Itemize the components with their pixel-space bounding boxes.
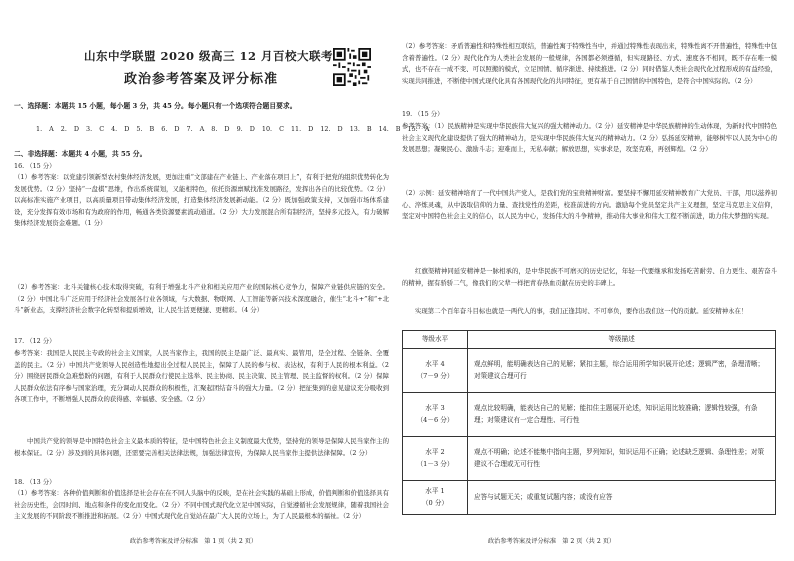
choice-answers: 1. A 2. D 3. C 4. D 5. B 6. D 7. A 8. D 9. D 10. C 11. D 12. D 13. B 14. B 15. A: [36, 125, 430, 133]
rubric-range: （4－6 分）: [416, 415, 454, 424]
q19-part3: 红旗渠精神同延安精神是一脉相承的，是中华民族不可磨灭的历史记忆，年轻一代要继承和发扬吃苦耐劳、自力更生、艰苦奋斗的精神，握有骄骄二气，像我们的父辈一样把青春热血贡献在历史的丰碑上。: [402, 267, 777, 287]
rubric-level-cell: [403, 437, 468, 481]
q18-heading: 18. （13 分）: [14, 478, 56, 486]
page-2: [402, 0, 777, 561]
rubric-header-level: 等级水平: [403, 331, 468, 349]
q19-heading: 19. （15 分）: [402, 110, 444, 118]
q19-part4: 实现第二个百年奋斗目标也就是一两代人的事，我们正逢其时、不可辜负，要作出我们这一代的贡献。延安精神永在！: [415, 307, 748, 315]
qr-code-icon: [333, 48, 371, 86]
rubric-range: （1－3 分）: [416, 459, 454, 468]
rubric-range: （0 分）: [421, 498, 449, 507]
rubric-desc: 应答与试题无关；或重复试题内容；或没有应答: [468, 481, 776, 515]
q16-heading: 16. （15 分）: [14, 162, 56, 170]
rubric-desc: 观点不明确；论述不能集中指向主题，罗列知识，知识运用不正确；论述缺乏逻辑、条理性差；对策建议不合理或无可行性: [468, 437, 776, 481]
rubric-table-wrapper: [402, 330, 777, 515]
rubric-header-desc: 等级描述: [468, 331, 776, 349]
rubric-row: [403, 349, 776, 393]
rubric-level: 水平 1: [425, 487, 445, 495]
rubric-table: [402, 330, 776, 515]
rubric-level: 水平 3: [425, 404, 445, 412]
q16-part1: （1）参考答案：以党建引领新型农村集体经济发展，更加注重“文部建在产业链上、产业落在项目上”，有利于把党的组织优势转化为发展优势。（2 分）坚持“一盘棋”思维，作出系统谋划，又能相特色，依托资源禀赋找准发展路径，发挥出各自的比较优势。（2 分）以高标准实施产业项目，以高质量项目带动集体经济发展，打造集体经济发展新动能。（2 分）既加强政策支持，又加强市场体系建设，充分发挥有效市场和有为政府的作用，畅通各类资源要素流动通道。（2 分）大力发展混合所有制经济，坚持多元投入，有力破解集体经济发展资金难题。（1 分）: [14, 173, 389, 228]
rubric-level-cell: [403, 349, 468, 393]
exam-title: 山东中学联盟 2020 级高三 12 月百校大联考: [84, 49, 334, 63]
rubric-row: [403, 481, 776, 515]
q17-part2: 中国共产党的领导是中国特色社会主义最本质的特征，是中国特色社会主义制度最大优势，坚持党的领导是保障人民当家作主的根本保证。（2 分）涉及到的具体问题，还需要完善相关法律法规，加强法律宣传，为保障人民当家作主提供法律保障。（2 分）: [14, 437, 389, 457]
rubric-range: （7－9 分）: [416, 371, 454, 380]
q18-part1: （1）参考答案：各种价值判断和价值选择是社会存在在不同人头脑中的反映，是在社会实践的基础上形成，价值判断和价值选择具有社会历史性，会因时间、地点和条件的变化而变化。（2 分）不同中国式现代化立足中国实际，自觉遵循社会发展规律，随着我国社会主义发展的不同阶段不断推进和拓展。（2 分）中国式现代化自觉站在最广大人民的立场上，为了人民最根本的福祉。（2 分）: [14, 489, 389, 521]
rubric-row: [403, 393, 776, 437]
document-title: 政治参考答案及评分标准: [124, 72, 279, 87]
rubric-level-cell: [403, 481, 468, 515]
q19-part1: 参考答案：（1）民族精神是实现中华民族伟大复兴的强大精神动力。（2 分）延安精神是中华民族精神的生动体现，为新时代中国特色社会主义现代化建设提供了强大的精神动力，是实现中华民族伟大复兴的精神动力。（2 分）弘扬延安精神，能够树牢以人民为中心的发展思想；凝聚民心、激励斗志；迎难而上，无私奉献；解放思想，实事求是，攻坚克难，再创辉煌。（2 分）: [402, 122, 777, 154]
rubric-level: 水平 2: [425, 448, 445, 456]
rubric-level-cell: [403, 393, 468, 437]
q17-heading: 17. （12 分）: [14, 337, 56, 345]
rubric-row: [403, 437, 776, 481]
section-2-heading: 二、非选择题：本题共 4 小题，共 55 分。: [14, 150, 147, 158]
q16-part2: （2）参考答案：北斗关键核心技术取得突破，有利于增强北斗产业和相关应用产业的国际核心竞争力，保障产业链供应链的安全。（2 分）中国北斗广泛应用于经济社会发展各行业各领域，与大数据、物联网、人工智能等新兴技术深度融合，催生“北斗+”和“+北斗”新业态，支撑经济社会数字化转型和提质增效，让人民生活更便捷、更精彩。（4 分）: [14, 283, 389, 315]
section-1-heading: 一、选择题：本题共 15 小题，每小题 3 分，共 45 分。每小题只有一个选项符合题目要求。: [14, 102, 297, 110]
q18-part2: （2）参考答案：矛盾普遍性和特殊性相互联结，普遍性寓于特殊性当中，并通过特殊性表现出来，特殊性离不开普遍性，特殊性中包含着普遍性。（2 分）现代化作为人类社会发展的一般规律，各国都必须遵循，但实现路径、方式、速度各不相同，既不存在唯一模式，也不存在一成不变、可以照搬的模式，立足国情、循序渐进、持续推进。（2 分）同时借鉴人类社会现代化过程形成的有益经验，实现共同推进，不断使中国式现代化具有各国现代化的共同特征，更有基于自己国情的中国特色，是符合中国实际的。（2 分）: [402, 42, 777, 85]
rubric-level: 水平 4: [425, 360, 445, 368]
q19-part2: （2）示例：延安精神培育了一代中国共产党人，是我们党的宝贵精神财富。要坚持不懈用延安精神教育广大党员、干部，用以滋养初心、淬炼灵魂，从中汲取信仰的力量、查找党性的差距，校准前进的方向。激励每个党员坚定共产主义理想，坚定马克思主义信仰，坚定对中国特色社会主义的信心，以人民为中心，发扬伟大的斗争精神，推动伟大事业和伟大工程不断前进，助力伟大梦想的实现。: [402, 189, 777, 221]
page-2-footer: 政治参考答案及评分标准 第 2 页（共 2 页）: [488, 538, 616, 545]
rubric-header-row: [403, 331, 776, 349]
rubric-desc: 观点比较明确，能表达自己的见解；能扣住主题展开论述，知识运用比较准确；逻辑性较强，有条理；对策建议有一定合理性、可行性: [468, 393, 776, 437]
rubric-desc: 观点鲜明，能明确表达自己的见解；紧扣主题，综合运用所学知识展开论述；逻辑严密，条理清晰；对策建议合理可行: [468, 349, 776, 393]
q17-part1: 参考答案：我国是人民民主专政的社会主义国家，人民当家作主，我国的民主是最广泛、最真实、最管用，是全过程、全链条、全覆盖的民主。（2 分）中国共产党领导人民创造性地提出全过程人民民主，保障了人民的参与权、表达权，有利于人民的根本利益。（2 分）围绕居民群众急难愁盼的问题，有利于人民群众行使民主选举、民主协商、民主决策、民主管理、民主监督的权利。（2 分）保障人民群众依法有序参与国家治理，充分调动人民群众的积极性，汇聚起团结奋斗的强大力量。（2 分）把征集到的意见建议充分吸收到各项工作中，不断增强人民群众的获得感、幸福感、安全感。（2 分）: [14, 349, 389, 404]
page-1-footer: 政治参考答案及评分标准 第 1 页（共 2 页）: [130, 538, 258, 545]
